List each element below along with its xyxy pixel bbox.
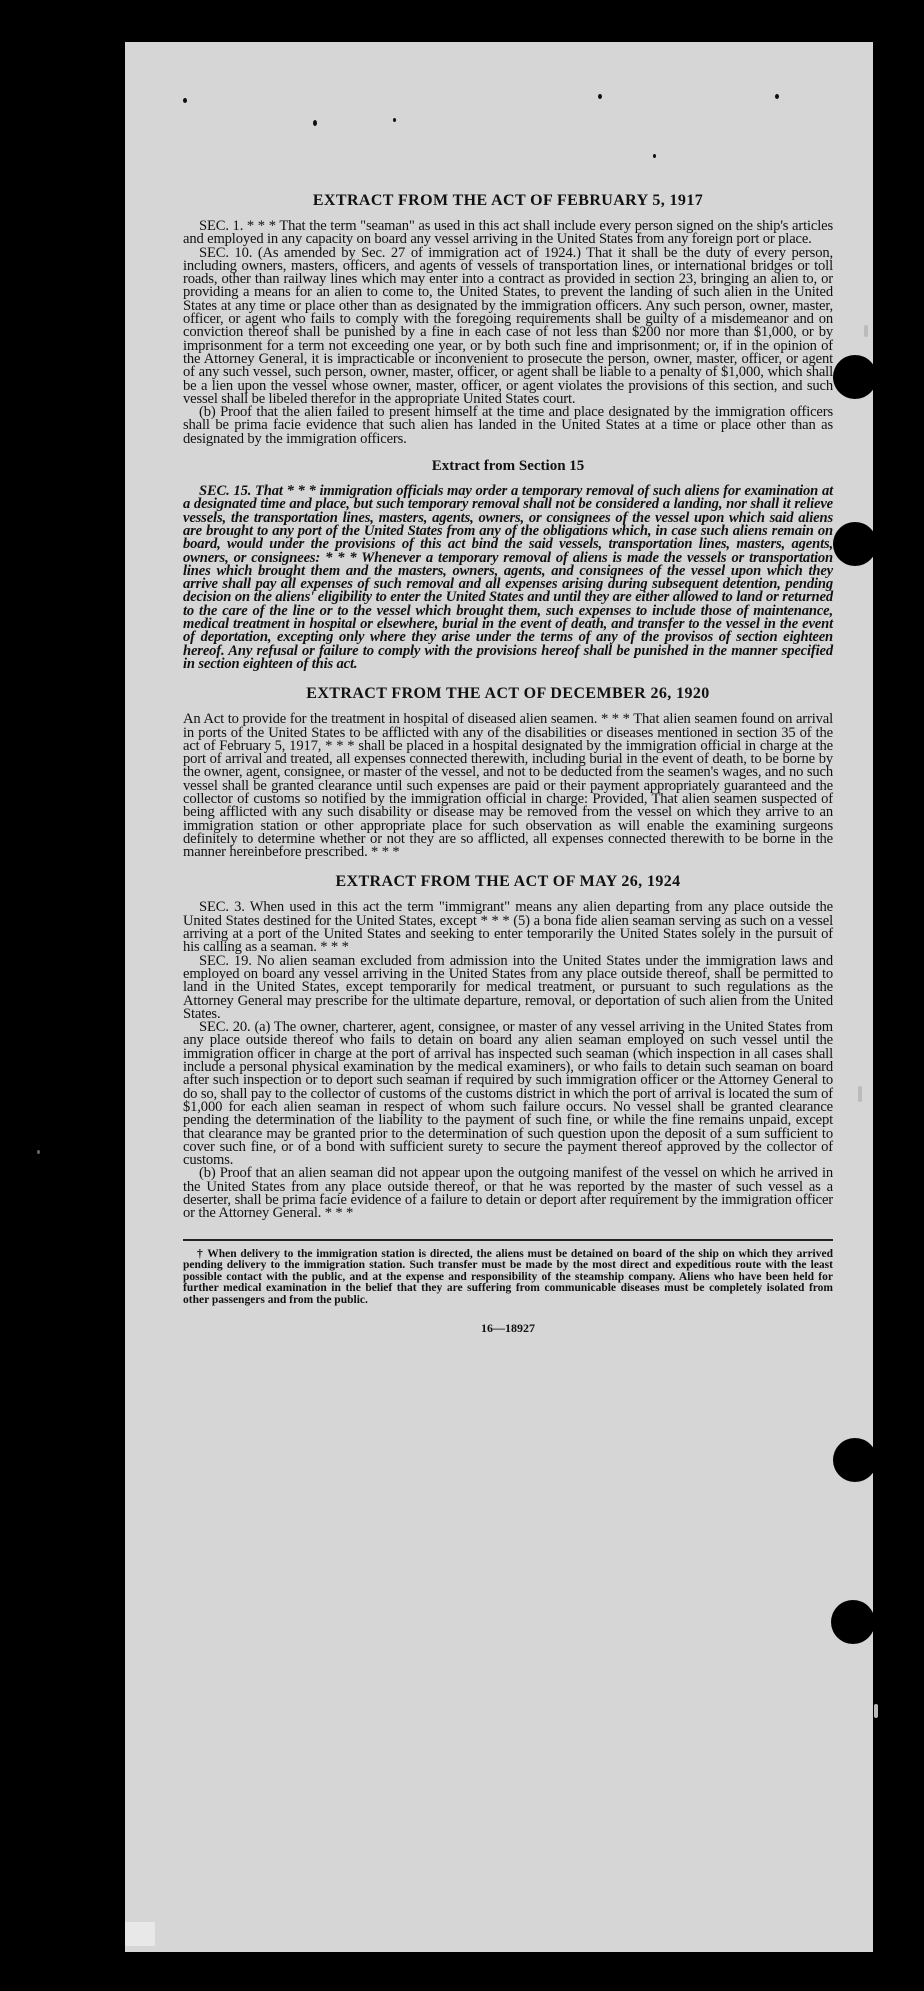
- document-body: [183, 192, 833, 1336]
- section-heading-act-1917: EXTRACT FROM THE ACT OF FEBRUARY 5, 1917: [312, 192, 704, 209]
- scan-speck: [874, 1704, 878, 1718]
- scan-speck: [864, 325, 868, 337]
- paragraph-sec-20-b: (b) Proof that an alien seaman did not appear upon the outgoing manifest of the vessel on which he arrived in the United States from any place outside thereof, or that he was reported by the master of such vessel as a deserter, shall be prima facie evidence of a failure to detain or deport after requirement by the immigration officer or the Attorney General. * * *: [183, 1165, 833, 1222]
- paragraph-act-1920: An Act to provide for the treatment in hospital of diseased alien seamen. * * * That alien seamen found on arrival in ports of the United States to be afflicted with any of the disabilities or diseases mentioned in section 35 of the act of February 5, 1917, * * * shall be placed in a hospital designated by the immigration official in charge at the port of arrival and treated, all expenses connected therewith, including burial in the event of death, to be borne by the owner, agent, consignee, or master of the vessel, and not to be deducted from the seamen's wages, and no such vessel shall be granted clearance until such expenses are paid or their payment appropriately guaranteed and the collector of customs so notified by the immigration official in charge: Provided, That alien seamen suspected of being afflicted with any such disability or disease may be removed from the vessel on which they arrive to an immigration station or other appropriate place for such observation as will enable the examining surgeons definitely to determine whether or not they are so afflicted, all expenses connected therewith to be borne in the manner hereinbefore prescribed. * * *: [183, 711, 833, 861]
- footnote: † When delivery to the immigration station is directed, the aliens must be detained on board of the ship on which they arrived pending delivery to the immigration station. Such transfer must be made by the most direct and expeditious route with the least possible contact with the public, and at the expense and responsibility of the steamship company. Aliens who have been held for further medical examination in the belief that they are suffering from communicable diseases must be completely isolated from other passengers and from the public.: [183, 1247, 833, 1306]
- punch-hole: [831, 1600, 873, 1644]
- scan-speck: [775, 94, 779, 99]
- punch-hole: [833, 522, 873, 566]
- paragraph-sec-19: SEC. 19. No alien seaman excluded from admission into the United States under the immigration laws and employed on board any vessel arriving in the United States from any place outside thereof, shall be permitted to land in the United States, except temporarily for medical treatment, or pursuant to such regulations as the Attorney General may prescribe for the ultimate departure, removal, or deportation of such alien from the United States.: [183, 952, 833, 1022]
- document-page: [125, 42, 873, 1952]
- section-heading-act-1920: EXTRACT FROM THE ACT OF DECEMBER 26, 1920: [306, 685, 710, 703]
- scan-speck: [858, 1086, 862, 1102]
- punch-hole: [833, 1438, 873, 1482]
- section-heading-sec-15: Extract from Section 15: [431, 458, 585, 475]
- scan-speck: [393, 118, 396, 122]
- scan-speck: [313, 120, 317, 126]
- paragraph-sec-10-b: (b) Proof that the alien failed to present himself at the time and place designated by the immigration officers shall be prima facie evidence that such alien has landed in the United States at a time or place other than as designated by the immigration officers.: [183, 404, 833, 447]
- scan-speck: [37, 1150, 40, 1154]
- form-number: 16—18927: [481, 1320, 535, 1335]
- paragraph-sec-15: SEC. 15. That * * * immigration officials may order a temporary removal of such aliens for examination at a designated time and place, but such temporary removal shall not be considered a landing, nor shall it relieve vessels, the transportation lines, masters, agents, owners, or consignees of the vessel upon which said aliens are brought to any port of the United States from any of the obligations which, in case such aliens remain on board, would under the provisions of this act bind the said vessels, transportation lines, masters, agents, owners, or consignees: * * * Whenever a temporary removal of aliens is made the vessels or transportation lines which brought them and the masters, owners, agents, and consignees of the vessel upon which they arrive shall pay all expenses of such removal and all expenses arising during subsequent detention, pending decision on the aliens' eligibility to enter the United States and until they are either allowed to land or returned to the care of the line or to the vessel which brought them, such expenses to include those of maintenance, medical treatment in hospital or elsewhere, burial in the event of death, and transfer to the vessel in the event of deportation, excepting only where they arise under the terms of any of the provisos of section eighteen hereof. Any refusal or failure to comply with the provisions hereof shall be punished in the manner specified in section eighteen of this act.: [183, 483, 833, 672]
- scan-speck: [653, 154, 656, 158]
- section-heading-act-1924: EXTRACT FROM THE ACT OF MAY 26, 1924: [335, 873, 681, 891]
- scan-speck: [598, 94, 602, 99]
- paragraph-sec-1: SEC. 1. * * * That the term "seaman" as used in this act shall include every person signed on the ship's articles and employed in any capacity on board any vessel arriving in the United States from any foreign port or place.: [183, 218, 833, 248]
- torn-edge: [125, 1922, 155, 1946]
- paragraph-sec-10: SEC. 10. (As amended by Sec. 27 of immigration act of 1924.) That it shall be the duty of every person, including owners, masters, officers, and agents of vessels of transportation lines, or international bridges or toll roads, other than railway lines which may enter into a contract as provided in section 23, bringing an alien to, or providing a means for an alien to come to, the United States, to prevent the landing of such alien in the United States at any time or place other than as designated by the immigration officers. Any such person, owner, master, officer, or agent who fails to comply with the foregoing requirements shall be guilty of a misdemeanor and on conviction thereof shall be punished by a fine in each case of not less than $200 nor more than $1,000, or by imprisonment for a term not exceeding one year, or by both such fine and imprisonment; or, if in the opinion of the Attorney General, it is impracticable or inconvenient to prosecute the person, owner, master, officer, or agent of any such vessel, such person, owner, master, officer, or agent shall be liable to a penalty of $1,000, which shall be a lien upon the vessel whose owner, master, officer, or agent violates the provisions of this section, and such vessel shall be libeled therefor in the appropriate United States court.: [183, 244, 833, 407]
- paragraph-sec-20-a: SEC. 20. (a) The owner, charterer, agent, consignee, or master of any vessel arriving in the United States from any place outside thereof who fails to detain on board any alien seaman employed on such vessel until the immigration officer in charge at the port of arrival has inspected such seaman (which inspection in all cases shall include a personal physical examination by the medical examiners), or who fails to detain such seaman on board after such inspection or to deport such seaman if required by such immigration officer or the Attorney General to do so, shall pay to the collector of customs of the customs district in which the port of arrival is located the sum of $1,000 for each alien seaman in respect of whom such failure occurs. No vessel shall be granted clearance pending the determination of the liability to the payment of such fine, or while the fine remains unpaid, except that clearance may be granted prior to the determination of such question upon the deposit of a sum sufficient to cover such fine, or of a bond with sufficient surety to secure the payment thereof approved by the collector of customs.: [183, 1019, 833, 1169]
- punch-hole: [833, 355, 873, 399]
- scan-speck: [183, 98, 187, 103]
- footnote-divider: [183, 1239, 833, 1241]
- paragraph-sec-3: SEC. 3. When used in this act the term "immigrant" means any alien departing from any place outside the United States destined for the United States, except * * * (5) a bona fide alien seaman serving as such on a vessel arriving at a port of the United States and seeking to enter temporarily the United States solely in the pursuit of his calling as a seaman. * * *: [183, 899, 833, 956]
